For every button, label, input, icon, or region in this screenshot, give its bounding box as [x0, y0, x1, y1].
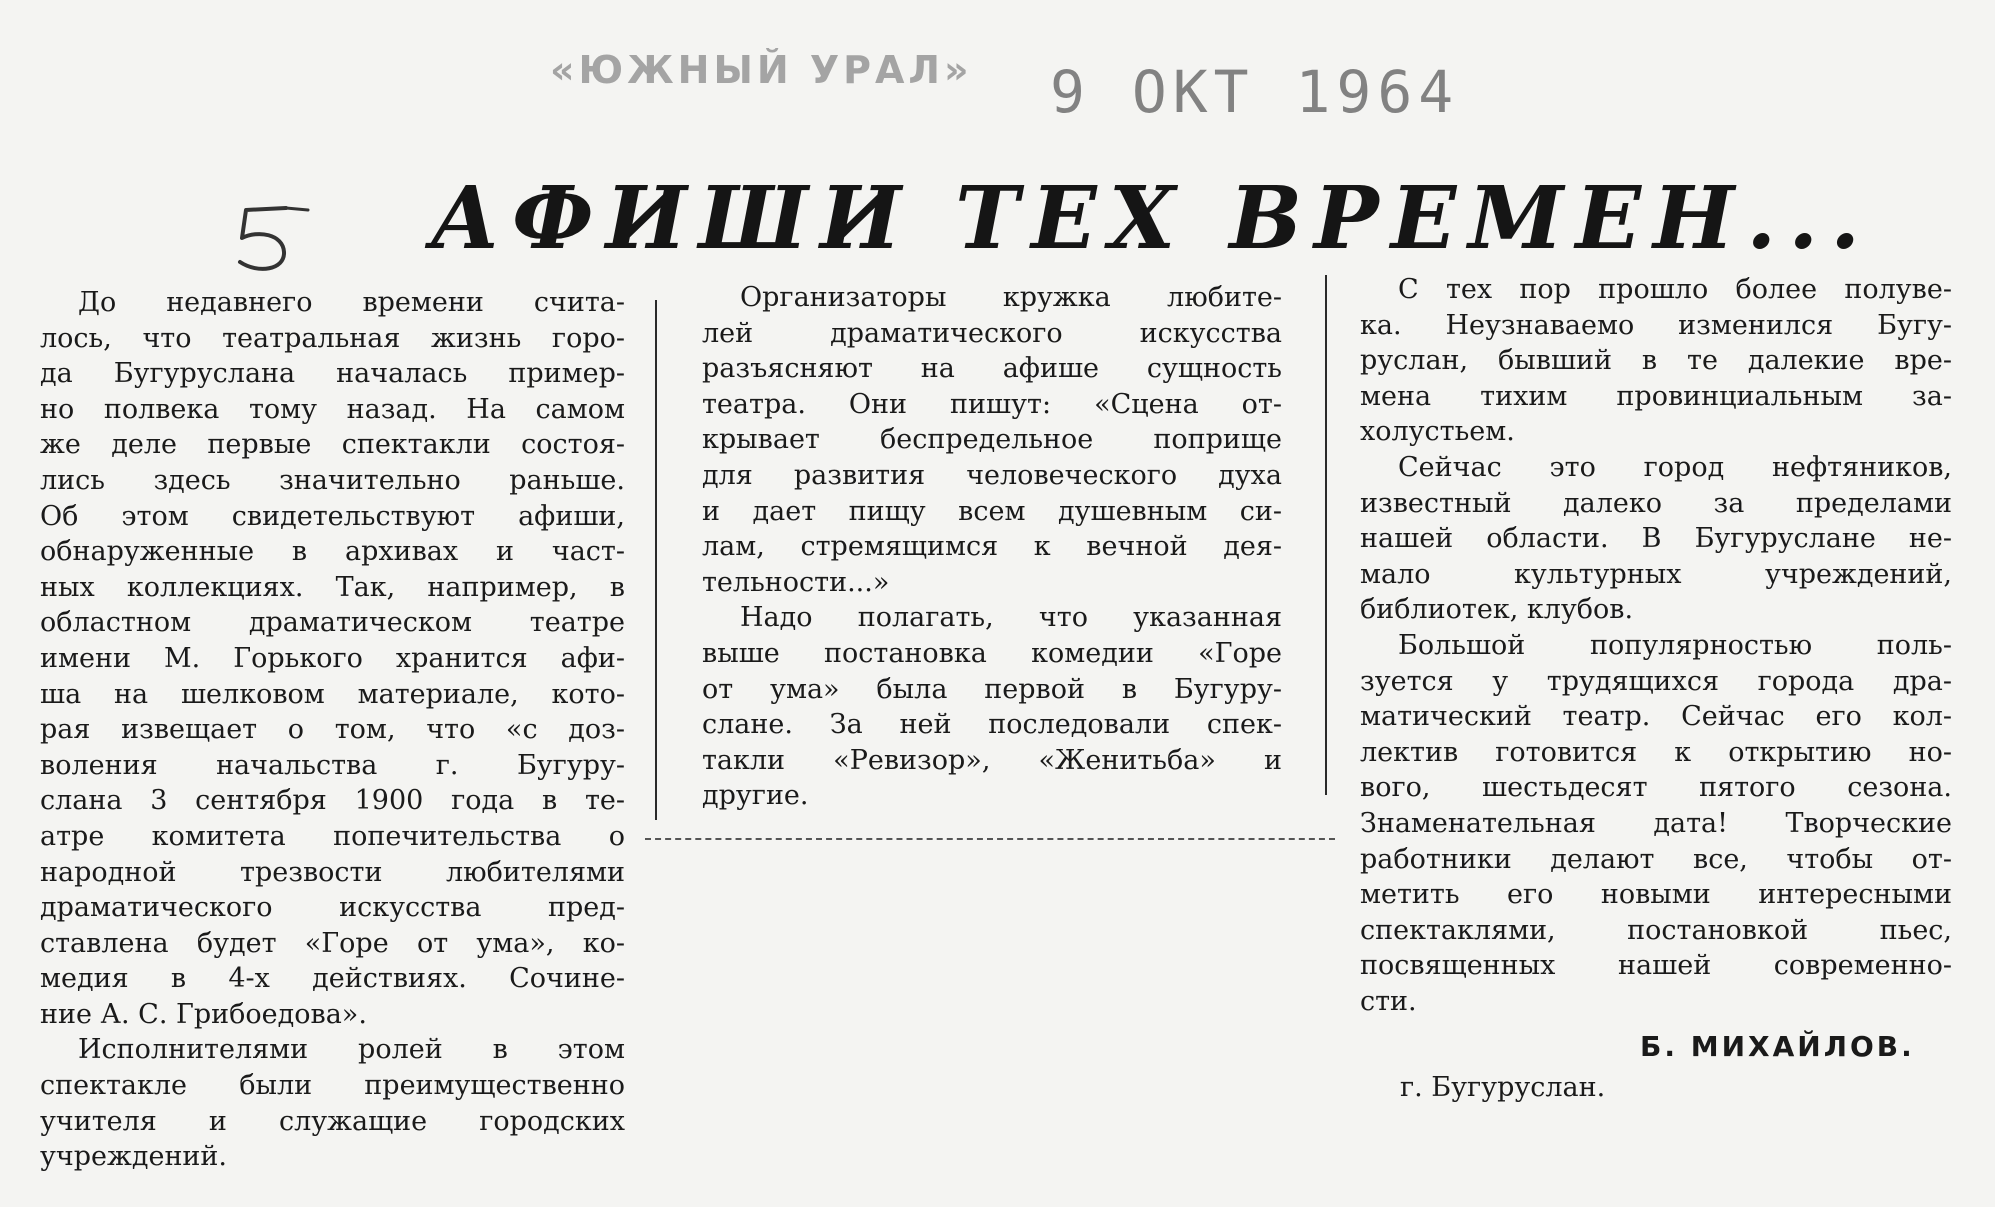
text-line: работники делают все, чтобы от-	[1360, 843, 1952, 875]
source-stamp: «ЮЖНЫЙ УРАЛ»	[550, 48, 973, 92]
text-line: С тех пор прошло более полуве-	[1398, 274, 1952, 305]
text-line: ных коллекциях. Так, например, в	[40, 571, 625, 603]
text-line: лам, стремящимся к вечной дея-	[702, 531, 1282, 563]
text-line: да Бугуруслана началась пример-	[40, 358, 625, 390]
text-line: лись здесь значительно раньше.	[40, 464, 625, 496]
text-line: рая извещает о том, что «с доз-	[40, 714, 625, 746]
article-column-3	[1360, 272, 1952, 1019]
column-divider-2	[1325, 275, 1327, 795]
text-line: имени М. Горького хранится афи-	[40, 642, 625, 674]
text-line: учителя и служащие городских	[40, 1105, 625, 1137]
text-line: До недавнего времени счита-	[78, 287, 625, 318]
text-line: ние А. С. Грибоедова».	[40, 998, 367, 1030]
text-line: вого, шестьдесят пятого сезона.	[1360, 772, 1952, 804]
text-line: холустьем.	[1360, 416, 1515, 448]
text-line: театра. Они пишут: «Сцена от-	[702, 388, 1282, 420]
text-line: драматического искусства пред-	[40, 892, 625, 924]
text-line: спектакле были преимущественно	[40, 1070, 625, 1102]
text-line: Исполнителями ролей в этом	[78, 1034, 625, 1066]
text-line: такли «Ревизор», «Женитьба» и	[702, 744, 1282, 776]
text-line: лось, что театральная жизнь горо-	[40, 322, 625, 354]
text-line: для развития человеческого духа	[702, 459, 1282, 491]
text-line: ставлена будет «Горе от ума», ко-	[40, 927, 625, 959]
text-line: выше постановка комедии «Горе	[702, 637, 1282, 669]
text-line: и дает пищу всем душевным си-	[702, 495, 1282, 527]
text-line: но полвека тому назад. На самом	[40, 393, 625, 425]
cut-line	[645, 838, 1335, 840]
column-divider-1	[655, 300, 657, 820]
article-column-1	[40, 285, 625, 1175]
text-line: ка. Неузнаваемо изменился Бугу-	[1360, 309, 1952, 341]
text-line: разъясняют на афише сущность	[702, 353, 1282, 385]
text-line: же деле первые спектакли состоя-	[40, 429, 625, 461]
text-line: сти.	[1360, 985, 1417, 1017]
text-line: крывает беспредельное поприще	[702, 424, 1282, 456]
text-line: Организаторы кружка любите-	[740, 282, 1282, 313]
text-line: спектаклями, постановкой пьес,	[1360, 914, 1952, 946]
text-line: слане. За ней последовали спек-	[702, 709, 1282, 741]
text-line: воления начальства г. Бугуру-	[40, 749, 625, 781]
text-line: областном драматическом театре	[40, 607, 625, 639]
text-line: лей драматического искусства	[702, 317, 1282, 349]
text-line: народной трезвости любителями	[40, 856, 625, 888]
text-line: библиотек, клубов.	[1360, 594, 1634, 626]
text-line: слана 3 сентября 1900 года в те-	[40, 785, 625, 817]
text-line: нашей области. В Бугуруслане не-	[1360, 523, 1952, 555]
text-line: метить его новыми интересными	[1360, 879, 1952, 911]
text-line: мена тихим провинциальным за-	[1360, 380, 1952, 412]
handwritten-mark	[228, 200, 318, 280]
text-line: Знаменательная дата! Творческие	[1360, 807, 1952, 839]
text-line: от ума» была первой в Бугуру-	[702, 673, 1282, 705]
date-stamp: 9 ОКТ 1964	[1050, 58, 1460, 126]
text-line: посвященных нашей современно-	[1360, 950, 1952, 982]
text-line: другие.	[702, 780, 809, 812]
text-line: известный далеко за пределами	[1360, 487, 1952, 519]
text-line: атре комитета попечительства о	[40, 820, 625, 852]
headline: АФИШИ ТЕХ ВРЕМЕН...	[430, 168, 1873, 269]
text-line: тельности...»	[702, 566, 890, 598]
text-line: руслан, бывший в те далекие вре-	[1360, 345, 1952, 377]
text-line: Большой популярностью поль-	[1398, 629, 1952, 661]
text-line: обнаруженные в архивах и част-	[40, 536, 625, 568]
article-column-2	[702, 280, 1282, 814]
text-line: зуется у трудящихся города дра-	[1360, 665, 1952, 697]
dateline-place: г. Бугуруслан.	[1400, 1072, 1606, 1103]
text-line: медия в 4-х действиях. Сочине-	[40, 963, 625, 995]
text-line: ша на шелковом материале, кото-	[40, 678, 625, 710]
text-line: лектив готовится к открытию но-	[1360, 736, 1952, 768]
author-signature: Б. МИХАЙЛОВ.	[1640, 1030, 1915, 1063]
text-line: Сейчас это город нефтяников,	[1398, 451, 1952, 483]
text-line: мало культурных учреждений,	[1360, 558, 1952, 590]
text-line: учреждений.	[40, 1141, 228, 1173]
text-line: Надо полагать, что указанная	[740, 602, 1282, 634]
text-line: матический театр. Сейчас его кол-	[1360, 701, 1952, 733]
text-line: Об этом свидетельствуют афиши,	[40, 500, 625, 532]
